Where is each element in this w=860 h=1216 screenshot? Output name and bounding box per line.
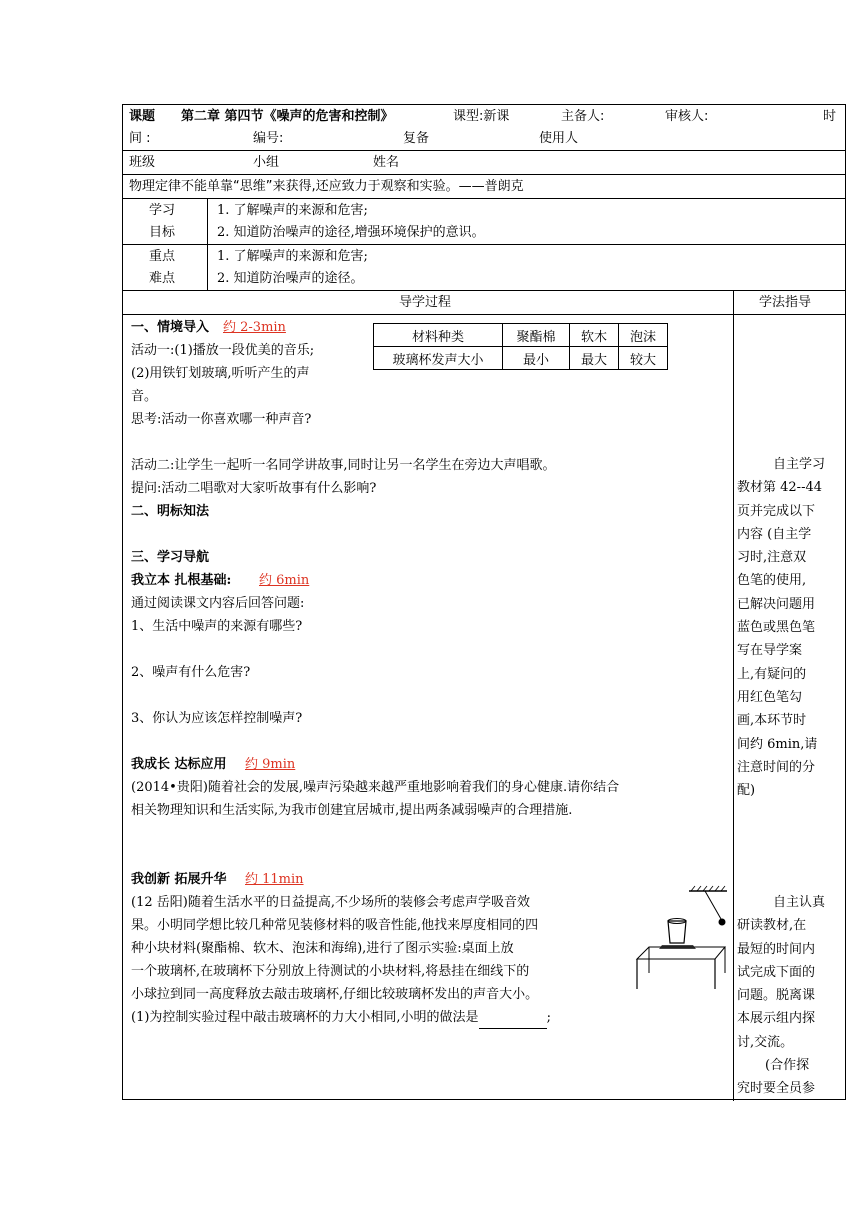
grow-paragraph: (2014•贵阳)随着社会的发展,噪声污染越来越严重地影响着我们的身心健康.请你结合	[131, 780, 620, 795]
process-column-header: 导学过程	[399, 295, 452, 310]
section1-title: 一、情境导入	[131, 320, 210, 335]
activity1-line: (2)用铁钉划玻璃,听听产生的声	[131, 366, 310, 381]
time-label-part2: 间 :	[129, 131, 151, 146]
table-header-cell: 聚酯棉	[503, 324, 570, 347]
group-label: 小组	[253, 155, 280, 170]
lesson-title: 第二章 第四节《噪声的危害和控制》	[181, 109, 394, 124]
method-column-header: 学法指导	[759, 295, 812, 310]
key-item: 2. 知道防治噪声的途径。	[217, 271, 364, 286]
user-label: 使用人	[539, 131, 579, 146]
think-text: 思考:活动一你喜欢哪一种声音?	[131, 412, 312, 427]
question-1: 1、生活中噪声的来源有哪些?	[131, 619, 303, 634]
quote-text: 物理定律不能单靠“思维”来获得,还应致力于观察和实验。——普朗克	[129, 179, 524, 194]
create-paragraph: 一个玻璃杯,在玻璃杯下分别放上待测试的小块材料,将悬挂在细线下的	[131, 964, 530, 979]
create-paragraph: 种小块材料(聚酯棉、软木、泡沫和海绵),进行了图示实验:桌面上放	[131, 941, 514, 956]
goals-row	[123, 199, 845, 245]
create-title: 我创新 拓展升华	[131, 872, 227, 887]
time-label-part1: 时	[823, 109, 837, 124]
create-question-1: (1)为控制实验过程中敲击玻璃杯的力大小相同,小明的做法是 ;	[131, 1007, 551, 1029]
table-cell: 较大	[619, 347, 668, 370]
read-instruction: 通过阅读课文内容后回答问题:	[131, 596, 305, 611]
table-cell: 玻璃杯发声大小	[374, 347, 503, 370]
answer-blank[interactable]	[479, 1014, 547, 1029]
base-time: 约 6min	[259, 573, 310, 588]
key-points-row	[123, 245, 845, 291]
table-header-cell: 软木	[570, 324, 619, 347]
column-header-row	[123, 291, 845, 315]
class-label: 班级	[129, 155, 156, 170]
experiment-illustration	[623, 881, 731, 991]
name-label: 姓名	[373, 155, 400, 170]
author-label: 主备人:	[561, 109, 605, 124]
section1-time: 约 2-3min	[223, 320, 286, 335]
table-row	[374, 324, 668, 347]
method-note-2: 自主认真 研读教材,在 最短的时间内 试完成下面的 问题。脱离课 本展示组内探 讨,交流。 (合作探 究时要全员参	[737, 895, 826, 1097]
goals-label-2: 目标	[149, 225, 176, 240]
lesson-type: 课型:新课	[453, 109, 510, 124]
key-label-2: 难点	[149, 271, 176, 286]
section2-title: 二、明标知法	[131, 504, 210, 519]
create-paragraph: 小球拉到同一高度释放去敲击玻璃杯,仔细比较玻璃杯发出的声音大小。	[131, 987, 539, 1002]
method-note-1: 自主学习 教材第 42--44 页并完成以下 内容 (自主学 习时,注意双 色笔的使用, 已解决问题用 蓝色或黑色笔 写在导学案 上,有疑问的 用红色笔勾 画,本环节时 间约 6min,请 注意时间的分 配)	[737, 457, 826, 799]
lesson-label: 课题	[129, 109, 156, 124]
base-title: 我立本 扎根基础:	[131, 573, 232, 588]
section3-title: 三、学习导航	[131, 550, 210, 565]
content-area	[123, 315, 845, 1101]
table-header-cell: 泡沫	[619, 324, 668, 347]
question-2: 2、噪声有什么危害?	[131, 665, 251, 680]
create-paragraph: (12 岳阳)随着生活水平的日益提高,不少场所的装修会考虑声学吸音效	[131, 895, 530, 910]
goal-item: 1. 了解噪声的来源和危害;	[217, 203, 368, 218]
grow-title: 我成长 达标应用	[131, 757, 227, 772]
question-3: 3、你认为应该怎样控制噪声?	[131, 711, 303, 726]
goal-item: 2. 知道防治噪声的途径,增强环境保护的意识。	[217, 225, 485, 240]
class-row	[123, 151, 845, 175]
activity1-line: 音。	[131, 389, 158, 404]
key-item: 1. 了解噪声的来源和危害;	[217, 249, 368, 264]
question-text: 提问:活动二唱歌对大家听故事有什么影响?	[131, 481, 377, 496]
grow-time: 约 9min	[245, 757, 296, 772]
create-time: 约 11min	[245, 872, 304, 887]
table-cell: 最大	[570, 347, 619, 370]
activity1-line: 活动一:(1)播放一段优美的音乐;	[131, 343, 315, 358]
quote-row	[123, 175, 845, 199]
create-paragraph: 果。小明同学想比较几种常见装修材料的吸音性能,他找来厚度相同的四	[131, 918, 539, 933]
table-row	[374, 347, 668, 370]
materials-table	[373, 323, 668, 370]
goals-label-1: 学习	[149, 203, 176, 218]
table-header-cell: 材料种类	[374, 324, 503, 347]
activity2-text: 活动二:让学生一起听一名同学讲故事,同时让另一名学生在旁边大声唱歌。	[131, 458, 556, 473]
lesson-plan-table	[122, 104, 846, 1100]
grow-paragraph: 相关物理知识和生活实际,为我市创建宜居城市,提出两条减弱噪声的合理措施.	[131, 803, 573, 818]
number-label: 编号:	[253, 131, 284, 146]
review-label: 复备	[403, 131, 430, 146]
header-row	[123, 105, 845, 151]
table-cell: 最小	[503, 347, 570, 370]
key-label-1: 重点	[149, 249, 176, 264]
reviewer-label: 审核人:	[665, 109, 709, 124]
